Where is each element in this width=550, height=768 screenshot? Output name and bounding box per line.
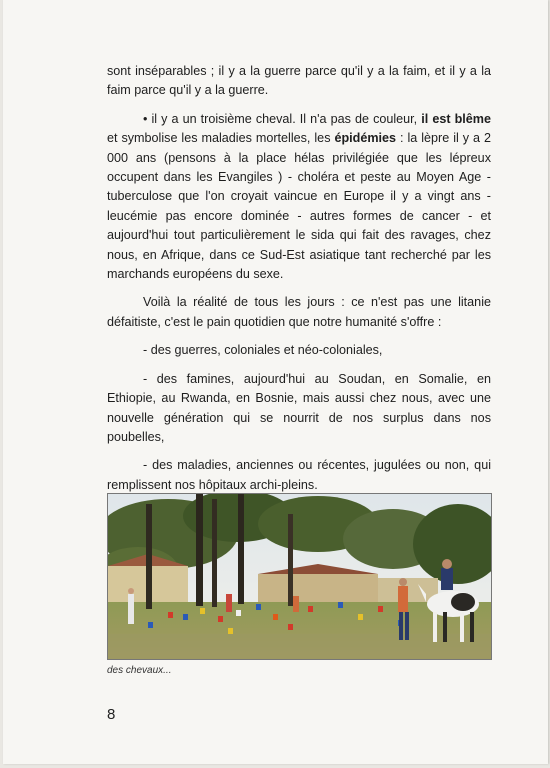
list-item-diseases: - des maladies, anciennes ou récentes, jugulées ou non, qui remplissent nos hôpitaux archi-pleins. xyxy=(107,458,491,492)
paragraph-2-part-b: et symbolise les maladies mortelles, les xyxy=(107,131,335,146)
paragraph-3: Voilà la réalité de tous les jours : ce n'est pas une litanie défaitiste, c'est le pain quotidien que notre humanité s'offre : xyxy=(107,295,491,329)
horses-photo xyxy=(107,493,492,660)
page-number: 8 xyxy=(107,706,116,723)
photo-caption: des chevaux... xyxy=(107,665,172,676)
paragraph-1: sont inséparables ; il y a la guerre parce qu'il y a la faim, et il y a la faim parce qu'il y a la guerre. xyxy=(107,64,491,98)
paragraph-2 xyxy=(107,110,491,285)
document-page xyxy=(3,0,548,764)
bullet: • xyxy=(143,111,152,126)
emphasis-blême: il est blême xyxy=(421,111,491,126)
emphasis-epidemies: épidémies xyxy=(334,131,397,146)
paragraph-2-part-a: il y a un troisième cheval. Il n'a pas de couleur, xyxy=(151,111,422,126)
list-item-famines: - des famines, aujourd'hui au Soudan, en Somalie, en Ethiopie, au Rwanda, en Bosnie, mais aussi chez nous, avec une nouvelle génération qui se nourrit de nos surplus dans nos poubelles, xyxy=(107,371,491,444)
paragraph-2-part-c: : la lèpre il y a 2 000 ans (pensons à la place hélas privilégiée que les lépreux occupent dans les Evangiles ) - choléra et peste au Moyen Age - tuberculose que l'on croyait vaincue en Europe il y a vingt ans - leucémie pas encore dominée - autres formes de cancer - et aujourd'hui tout particulièrement le sida qui fait des ravages, chez nous, en Afrique, dans ce Sud-Est asiatique tant recherché par les marchands européens du sexe. xyxy=(107,131,491,282)
list-item-wars: - des guerres, coloniales et néo-coloniales, xyxy=(143,343,383,358)
